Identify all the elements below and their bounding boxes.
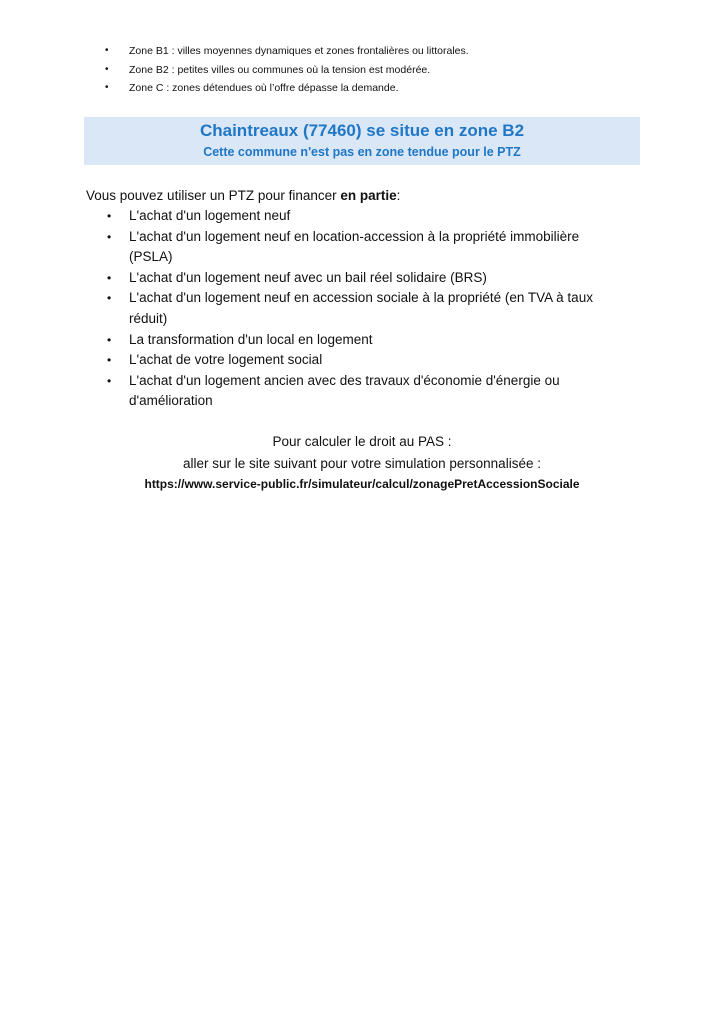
- banner-title: Chaintreaux (77460) se situe en zone B2: [199, 121, 525, 140]
- list-item: [107, 350, 617, 371]
- bullet-icon: •: [107, 270, 112, 285]
- use-item-text: L'achat d'un logement neuf en accession sociale à la propriété (en TVA à taux réduit): [129, 290, 593, 326]
- intro-bold: en partie: [340, 188, 397, 203]
- ptz-uses-list: [107, 206, 617, 412]
- zone-b2-text: Zone B2 : petites villes ou communes où la tension est modérée.: [129, 63, 431, 76]
- list-item: [105, 61, 665, 80]
- intro-colon: :: [396, 188, 401, 203]
- zone-banner: [84, 117, 640, 165]
- pas-instruction: aller sur le site suivant pour votre simulation personnalisée :: [183, 456, 541, 471]
- bullet-icon: •: [107, 229, 112, 244]
- list-item: [107, 206, 617, 227]
- use-item-text: L'achat de votre logement social: [129, 352, 323, 368]
- zone-list: [105, 42, 665, 98]
- bullet-icon: •: [105, 82, 109, 93]
- list-item: [107, 330, 617, 351]
- zone-b1-text: Zone B1 : villes moyennes dynamiques et zones frontalières ou littorales.: [129, 45, 469, 57]
- pas-heading: Pour calculer le droit au PAS :: [272, 434, 452, 449]
- list-item: [105, 42, 665, 61]
- bullet-icon: •: [105, 63, 109, 75]
- intro-text: Vous pouvez utiliser un PTZ pour financer: [86, 188, 341, 203]
- list-item: [105, 79, 665, 98]
- intro-paragraph: [86, 187, 400, 205]
- bullet-icon: •: [107, 291, 112, 306]
- bullet-icon: •: [107, 353, 112, 368]
- bullet-icon: •: [107, 332, 112, 347]
- banner-subtitle: Cette commune n'est pas en zone tendue pour le PTZ: [203, 145, 521, 159]
- bullet-icon: •: [107, 373, 112, 388]
- use-item-text: L'achat d'un logement ancien avec des travaux d'économie d'énergie ou d'amélioration: [129, 372, 560, 409]
- simulator-link[interactable]: https://www.service-public.fr/simulateur/calcul/zonagePretAccessionSociale: [144, 477, 580, 491]
- bullet-icon: •: [107, 209, 112, 223]
- zone-c-text: Zone C : zones détendues où l’offre dépasse la demande.: [129, 82, 399, 94]
- use-item-text: L'achat d'un logement neuf en location-accession à la propriété immobilière (PSLA): [129, 228, 580, 265]
- list-item: [107, 227, 617, 268]
- use-item-text: L'achat d'un logement neuf avec un bail réel solidaire (BRS): [129, 269, 487, 285]
- bullet-icon: •: [105, 45, 109, 56]
- use-item-text: La transformation d'un local en logement: [129, 331, 373, 347]
- list-item: [107, 268, 617, 289]
- list-item: [107, 288, 617, 329]
- use-item-text: L'achat d'un logement neuf: [129, 208, 291, 223]
- list-item: [107, 371, 617, 412]
